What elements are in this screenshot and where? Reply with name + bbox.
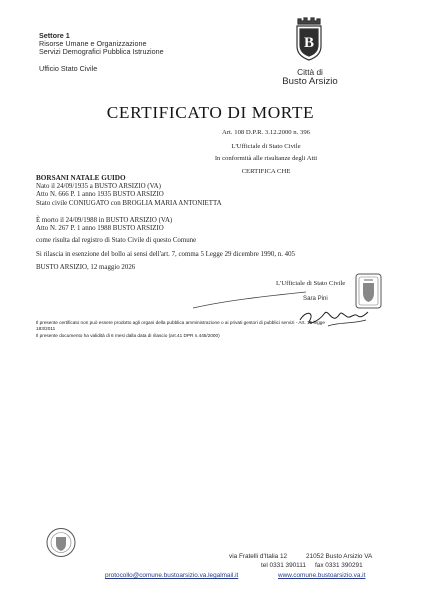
validity-note: Il presente documento ha validità di 6 mesi dalla data di rilascio (art.41 DPR n.445/2000) xyxy=(36,333,220,338)
usage-note xyxy=(36,320,325,332)
signatory-name: Sara Pini xyxy=(303,295,328,302)
certifies-label: CERTIFICA CHE xyxy=(241,168,291,175)
city-crest-icon xyxy=(291,10,327,64)
stamp-exemption: Si rilascia in esenzione del bollo ai sensi dell'art. 7, comma 5 Legge 29 dicembre 1990, n. 405 xyxy=(36,251,295,258)
footer-website-link[interactable]: www.comune.bustoarsizio.va.it xyxy=(278,572,366,579)
dept-line-1: Risorse Umane e Organizzazione xyxy=(39,39,147,49)
conformity-label: In conformità alle risultanze degli Atti xyxy=(214,155,318,162)
death-act: Atto N. 267 P. 1 anno 1988 BUSTO ARSIZIO xyxy=(36,225,164,233)
signature-title: L'Ufficiale di Stato Civile xyxy=(276,280,346,287)
law-reference: Art. 108 D.P.R. 3.12.2000 n. 396 xyxy=(221,129,311,136)
department-block xyxy=(39,32,164,57)
footer-email-link[interactable]: protocollo@comune.bustoarsizio.va.legalmail.it xyxy=(105,572,239,579)
civil-status: Stato civile CONIUGATO con BROGLIA MARIA ANTONIETTA xyxy=(36,199,222,207)
footer-phone: tel 0331 390111 xyxy=(261,562,306,569)
dept-line-2: Servizi Demografici Pubblica Istruzione xyxy=(39,47,164,57)
place-date: BUSTO ARSIZIO, 12 maggio 2026 xyxy=(36,264,136,271)
city-line-1: Città di xyxy=(297,67,323,77)
footer-address: via Fratelli d'Italia 12 xyxy=(229,553,288,560)
death-block xyxy=(36,217,172,234)
footer-postal: 21052 Busto Arsizio VA xyxy=(306,553,373,560)
birth-line: Nato il 24/09/1935 a BUSTO ARSIZIO (VA) xyxy=(36,183,161,190)
footer-fax: fax 0331 390291 xyxy=(315,562,363,569)
person-name: BORSANI NATALE GUIDO xyxy=(36,174,126,182)
death-line: È morto il 24/09/1988 in BUSTO ARSIZIO (VA) xyxy=(36,217,173,224)
usage-note-line-2: 183/2011 xyxy=(36,325,56,331)
issuer-label: L'Ufficiale di Stato Civile xyxy=(231,143,301,150)
registry-note: come risulta dal registro di Stato Civile di questo Comune xyxy=(36,237,197,244)
city-name xyxy=(270,68,350,87)
official-stamp-icon xyxy=(355,273,382,309)
usage-note-line-1: Il presente certificato non può essere prodotto agli organi della pubblica amministrazione o ai privati gestori di pubblici servizi - Art. 15 legge xyxy=(36,320,325,325)
birth-act: Atto N. 666 P. 1 anno 1935 BUSTO ARSIZIO xyxy=(36,191,164,199)
sector-label: Settore 1 xyxy=(39,31,70,40)
crest-letter: B xyxy=(303,35,315,51)
round-stamp-icon xyxy=(44,527,78,558)
city-line-2: Busto Arsizio xyxy=(282,76,338,87)
page-title: CERTIFICATO DI MORTE xyxy=(106,103,315,122)
birth-block xyxy=(36,183,222,208)
office-label: Ufficio Stato Civile xyxy=(39,64,98,73)
